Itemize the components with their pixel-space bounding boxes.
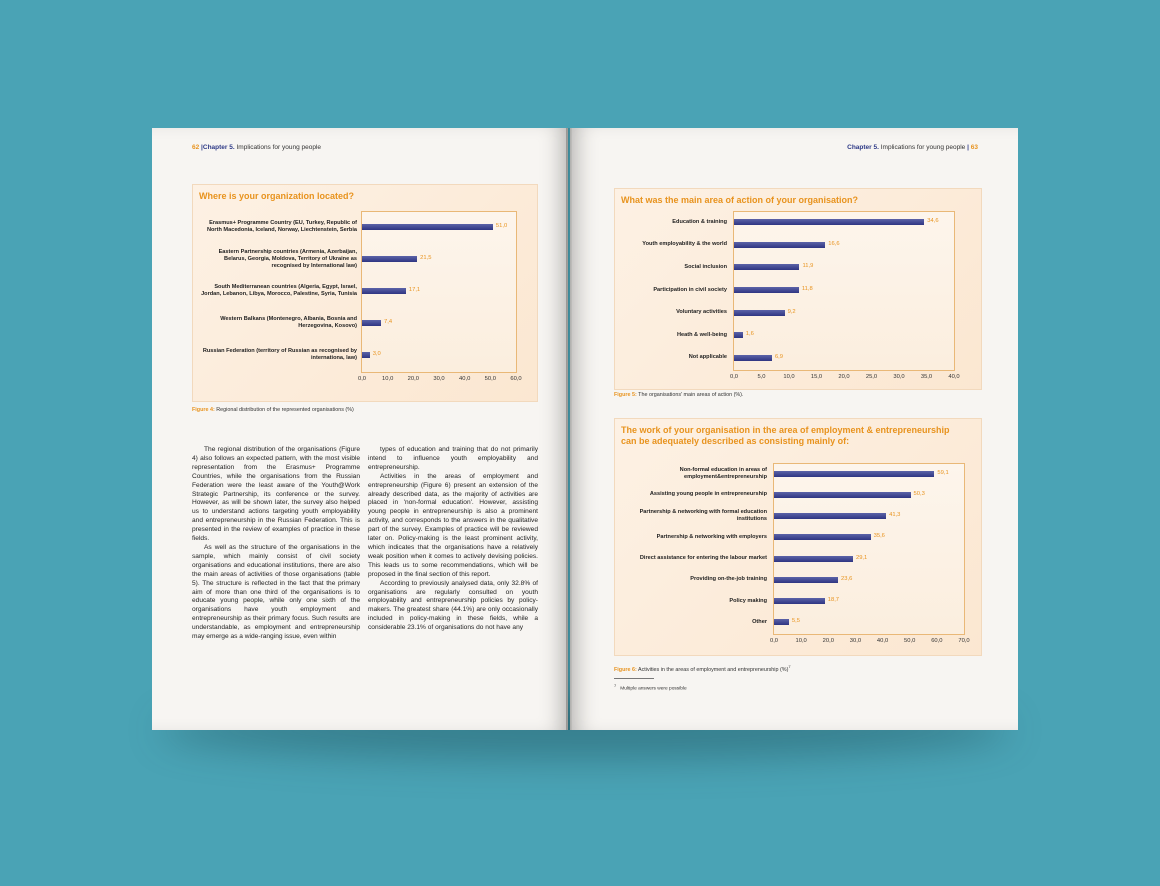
- x-tick-label: 60,0: [931, 638, 943, 644]
- bar: [734, 264, 799, 270]
- value-label: 11,9: [802, 263, 814, 270]
- value-label: 50,3: [913, 490, 925, 497]
- x-tick-label: 35,0: [920, 374, 933, 380]
- x-tick-label: 40,0: [876, 638, 889, 644]
- chart-title-line-2: can be adequately described as consisting mainly of:: [621, 436, 850, 446]
- chart-title: Where is your organization located?: [199, 191, 355, 201]
- figure-6-chart: [614, 418, 982, 656]
- plot-area: [773, 463, 965, 635]
- chapter-title: Implications for young people: [880, 144, 966, 151]
- book-spine: [566, 128, 572, 730]
- category-label: Not applicable: [688, 354, 727, 361]
- body-paragraph: According to previously analysed data, only 32.8% of organisations are regularly consulted on youth employability and entrepreneurship policies by policy-makers. The greatest share (44.1%) are only occasionally included in policy-making in these fields, while a considerable 23.1% of organisations do not have any: [368, 579, 538, 632]
- body-paragraph: types of education and training that do not primarily intend to influence youth employability and entrepreneurship.: [368, 446, 538, 471]
- category-label: Voluntary activities: [676, 309, 727, 316]
- caption-footnote-mark: 7: [788, 664, 791, 669]
- figure-6-caption: [614, 664, 791, 673]
- value-label: 1,6: [745, 331, 754, 338]
- left-page: [152, 128, 568, 730]
- footnote-text: Multiple answers were possible: [620, 686, 687, 692]
- x-tick-label: 50,0: [904, 638, 916, 644]
- category-label: Eastern Partnership countries (Armenia, Azerbaijan, Belarus, Georgia, Moldova, Territory of Ukraine as recognised by International law): [218, 248, 357, 269]
- bar: [774, 619, 789, 625]
- x-tick-label: 40,0: [948, 374, 960, 380]
- category-label: Partnership & networking with formal education institutions: [639, 509, 767, 523]
- category-label: Social inclusion: [684, 263, 727, 270]
- x-tick-label: 30,0: [849, 638, 862, 644]
- chapter-label: Chapter 5.: [847, 144, 879, 151]
- bar: [734, 219, 924, 225]
- value-label: 34,6: [927, 218, 939, 225]
- x-tick-label: 10,0: [783, 374, 795, 380]
- chapter-title: Implications for young people: [236, 144, 322, 151]
- value-label: 18,7: [827, 597, 840, 604]
- caption-text: The organisations' main areas of action (%).: [638, 392, 744, 398]
- x-tick-label: 10,0: [795, 638, 807, 644]
- category-label: Partnership & networking with employers: [656, 533, 767, 540]
- value-label: 41,3: [889, 512, 901, 519]
- category-label: Western Balkans (Montenegro, Albania, Bosnia and Herzegovina, Kosovo): [220, 316, 357, 329]
- x-tick-label: 5,0: [757, 374, 766, 380]
- x-tick-label: 60,0: [510, 376, 522, 382]
- value-label: 17,1: [408, 287, 421, 293]
- caption-text: Regional distribution of the represented organisations (%): [216, 407, 354, 413]
- x-tick-label: 70,0: [958, 638, 970, 644]
- x-tick-label: 20,0: [822, 638, 834, 644]
- value-label: 3,0: [372, 351, 381, 357]
- figure-4-chart: [192, 184, 538, 402]
- body-paragraph: Activities in the areas of employment and entrepreneurship (Figure 6) present an extension of the already described data, as the majority of activities are placed in 'non-formal education'. However, assisting young people in entrepreneurship is also a prominent activity, and corresponds to the answers in the qualitative part of the survey. Examples of practice will be reviewed later on. Policy-making is the least prominent activity, which indicates that the organisations have a relatively weak position when it comes to actively devising policies. This leads us to some recommendations, which will be proposed in the final section of this report.: [368, 472, 538, 578]
- category-label: Heath & well-being: [676, 331, 727, 338]
- value-label: 21,5: [420, 255, 432, 261]
- bar: [774, 598, 825, 604]
- category-label: Youth employability & the world: [642, 241, 727, 248]
- body-paragraph: As well as the structure of the organisations in the sample, which mainly consist of civil society organisations and educational institutions, there are also the main areas of activities of those organisations (table 5). The structure is reflected in the fact that the primary aim of more than one third of the organisations is to educate young people, while only one sixth of the organisations have youth employment and entrepreneurship as their primary focus. Such results are understandable, as employment and entrepreneurship may emerge as a wide-ranging issue, even within: [192, 543, 360, 641]
- body-paragraph: The regional distribution of the organisations (Figure 4) also follows an expected pattern, with the most visible representation from the Erasmus+ Programme Countries, while the organisations from the Russian Federation were the least aware of the Youth@Work Strategic Partnership, its conference or the survey. However, as will be shown later, the survey also helped us to understand actions targeting youth employability and entrepreneurship in the Russian Federation. This is presented in the review of examples of practice in these fields.: [192, 446, 360, 543]
- bar: [734, 287, 799, 293]
- category-label: Other: [752, 618, 767, 625]
- value-label: 11,8: [801, 286, 813, 292]
- category-label: Policy making: [729, 597, 767, 604]
- caption-label: Figure 5:: [614, 392, 637, 398]
- header-separator: |: [201, 144, 203, 151]
- category-label: Education & training: [672, 218, 727, 225]
- bar: [734, 310, 785, 316]
- bar: [362, 256, 417, 262]
- bar: [774, 492, 911, 498]
- value-label: 9,2: [787, 308, 796, 315]
- body-column-2: [368, 446, 538, 633]
- bar: [734, 242, 825, 248]
- x-tick-label: 20,0: [407, 376, 419, 382]
- category-label: Non-formal education in areas of employment&entrepreneurship: [679, 466, 767, 480]
- bar: [362, 352, 370, 358]
- category-label: Direct assistance for entering the labour market: [639, 555, 767, 562]
- page-number: 62: [192, 144, 200, 151]
- x-tick-label: 25,0: [865, 374, 878, 380]
- page-number: 63: [970, 144, 978, 151]
- x-tick-label: 50,0: [484, 376, 496, 382]
- right-page-header: [847, 144, 978, 151]
- x-tick-label: 0,0: [729, 374, 739, 380]
- x-tick-label: 20,0: [838, 374, 850, 380]
- caption-label: Figure 6:: [614, 666, 637, 673]
- figure-4-caption: [192, 407, 354, 413]
- x-tick-label: 30,0: [893, 374, 905, 380]
- bar: [362, 320, 381, 326]
- footnote-rule: [614, 678, 654, 679]
- bar: [774, 534, 871, 540]
- chart-title-line-1: The work of your organisation in the area of employment & entrepreneurship: [621, 425, 950, 435]
- x-tick-label: 40,0: [459, 376, 471, 382]
- category-label: Erasmus+ Programme Country (EU, Turkey, Republic of North Macedonia, Iceland, Norway, Liechtenstein, Serbia: [206, 220, 357, 233]
- value-label: 16,6: [828, 240, 840, 247]
- footnote-mark: 7: [614, 683, 617, 688]
- value-label: 29,1: [855, 554, 868, 561]
- chapter-label: Chapter 5.: [202, 144, 235, 151]
- bar: [774, 577, 838, 583]
- header-separator: |: [967, 144, 969, 151]
- caption-label: Figure 4:: [192, 407, 215, 413]
- figure-5-chart: [614, 188, 982, 390]
- bar: [774, 513, 886, 519]
- caption-text: Activities in the areas of employment and entrepreneurship (%): [637, 666, 789, 673]
- value-label: 51,0: [495, 223, 508, 229]
- value-label: 35,6: [873, 533, 885, 540]
- category-label: South Mediterranean countries (Algeria, Egypt, Israel, Jordan, Lebanon, Libya, Morocco, Palestine, Syria, Tunisia: [201, 284, 357, 297]
- x-tick-label: 30,0: [433, 376, 445, 382]
- bar: [362, 224, 493, 230]
- chart-title: [621, 425, 950, 447]
- figure-5-caption: [614, 392, 743, 398]
- category-label: Russian Federation (territory of Russian as recognised by internationa, law): [202, 348, 357, 361]
- bar: [734, 355, 772, 361]
- x-tick-label: 10,0: [382, 376, 394, 382]
- right-page: [570, 128, 1018, 730]
- bar: [362, 288, 406, 294]
- left-page-header: [192, 144, 321, 151]
- category-label: Providing on-the-job training: [690, 576, 767, 583]
- value-label: 23,6: [841, 575, 853, 582]
- footnote: [614, 683, 687, 692]
- value-label: 59,1: [937, 469, 949, 476]
- category-label: Participation in civil society: [653, 286, 727, 293]
- value-label: 5,5: [791, 618, 800, 625]
- x-tick-label: 0,0: [769, 638, 779, 644]
- bar: [774, 471, 934, 477]
- chart-title: What was the main area of action of your organisation?: [621, 195, 859, 205]
- x-tick-label: 15,0: [810, 374, 823, 380]
- value-label: 6,9: [774, 353, 783, 360]
- bar: [734, 332, 743, 338]
- body-column-1: [192, 446, 360, 642]
- bar: [774, 556, 853, 562]
- x-tick-label: 0,0: [357, 376, 367, 382]
- category-label: Assisting young people in entrepreneurship: [649, 491, 767, 498]
- value-label: 7,4: [383, 319, 393, 325]
